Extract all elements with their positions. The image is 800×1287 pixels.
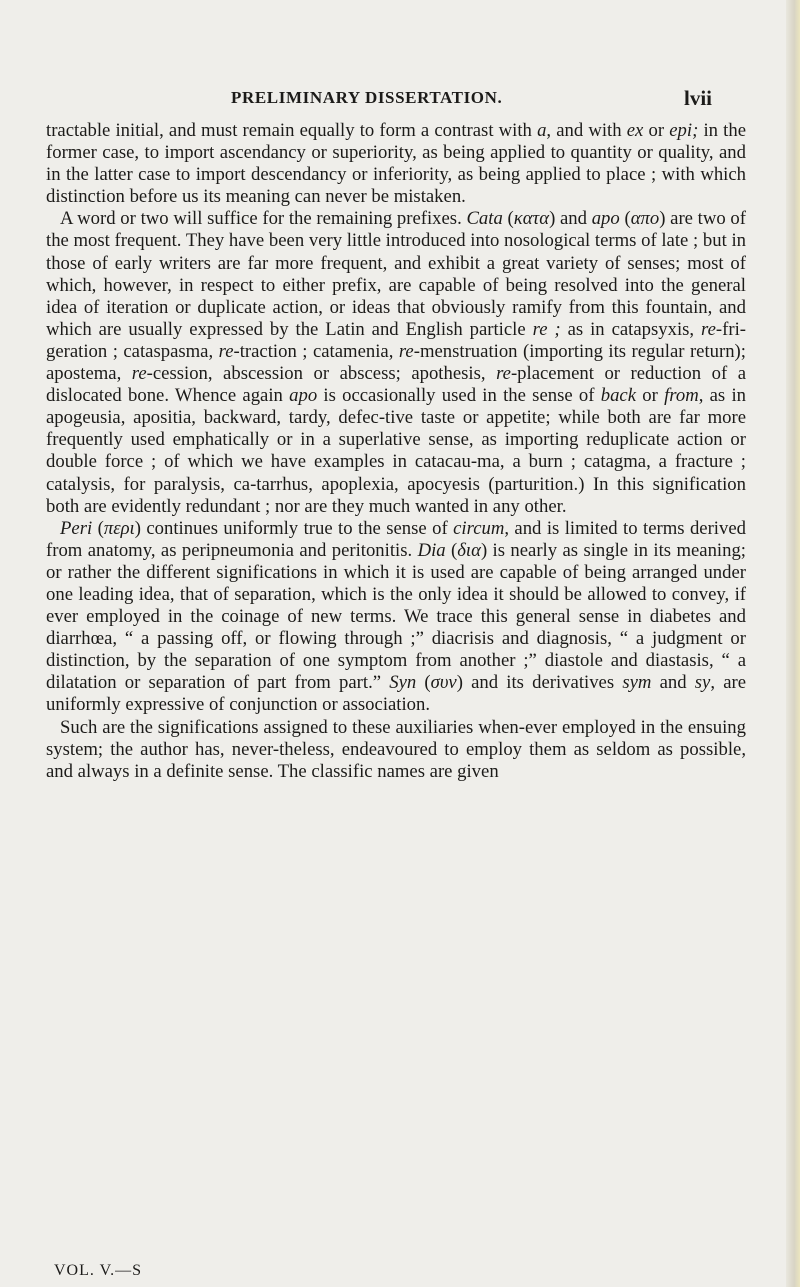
italic-term: re (398, 340, 414, 362)
text-run: ( (502, 208, 514, 230)
text-run: -cession, abscession or abscess; apothesis, (146, 363, 497, 385)
signature-mark: VOL. V.—S (54, 1262, 142, 1279)
italic-term: περι (103, 517, 135, 539)
italic-term: re (218, 340, 234, 362)
italic-term: απο (630, 208, 660, 230)
text-run: -fri-geration ; cataspasma, (46, 318, 746, 362)
italic-term: re (131, 363, 147, 385)
paragraph (46, 717, 746, 783)
italic-term: Peri (60, 517, 93, 539)
italic-term: sy (694, 672, 711, 694)
paragraph (46, 208, 746, 517)
italic-term: δια (457, 539, 481, 561)
page-edge-shadow (786, 0, 800, 1287)
page-header (0, 88, 800, 116)
italic-term: Dia (417, 539, 446, 561)
italic-term: re (496, 363, 511, 385)
text-run: in the former case, to import ascendancy or superiority, as being applied to quantity or quality, and in the latter case to import descendancy or inferiority, as being applied to place ; with which distinction before us its meaning can never be mistaken. (46, 120, 746, 208)
italic-term: from (664, 385, 699, 407)
text-run: ( (92, 517, 104, 539)
text-run: -placement or reduction of a dislocated bone. Whence again (46, 363, 746, 407)
italic-term: συν (430, 672, 457, 694)
italic-term: Syn (389, 672, 417, 694)
text-run: ) and (549, 208, 592, 230)
italic-term: ex (626, 120, 644, 141)
italic-term: apo (289, 385, 318, 407)
text-run: ( (416, 672, 431, 694)
italic-term: circum (453, 517, 505, 539)
text-run: or (636, 385, 665, 407)
paragraph (46, 120, 746, 208)
italic-term: sym (622, 672, 652, 694)
italic-term: apo (591, 208, 620, 230)
text-run: ( (445, 539, 458, 561)
text-run: -traction ; catamenia, (233, 340, 399, 362)
text-run: -menstruation (importing its regular return); apostema, (46, 340, 746, 385)
italic-term: epi; (669, 120, 699, 141)
text-run: , and is limited to terms derived from anatomy, as peripneumonia and peritonitis. (46, 517, 746, 561)
body-text (46, 120, 746, 783)
text-run: is occasionally used in the sense of (317, 385, 601, 407)
running-head: PRELIMINARY DISSERTATION. (231, 88, 503, 107)
italic-term: Cata (466, 208, 503, 230)
text-run: A word or two will suffice for the remaining prefixes. (60, 208, 467, 230)
text-run: as in catapsyxis, (560, 318, 702, 340)
text-run: and (651, 672, 695, 694)
text-run: ) is nearly as single in its meaning; or rather the different significations in which it is used are capable of being arranged under one leading idea, that of separation, which is the only idea it should be allowed to convey, if ever employed in the coinage of new terms. We trace this general sense in diabetes and diarrhœa, “ a passing off, or flowing through ;” diacrisis and diagnosis, “ a judgment or distinction, by the separation of one symptom from another ;” diastole and diastasis, “ a dilatation or separation of part from part.” (46, 539, 746, 694)
italic-term: κατα (513, 208, 550, 230)
text-run: ( (619, 208, 631, 230)
text-run: ) are two of the most frequent. They have been very little introduced into nosological terms of late ; but in those of early writers are far more frequent, and exhibit a great variety of senses; most of which, however, in respect to either prefix, are capable of being resolved into the general idea of iteration or duplicate action, or ideas that obviously ramify from this fountain, and which are usually expressed by the Latin and English particle (46, 208, 746, 340)
text-run: Such are the significations assigned to these auxiliaries when-ever employed in the ensuing system; the author has, never-theless, endeavoured to employ them as seldom as possible, and always in a definite sense. The classific names are given (46, 716, 746, 782)
italic-term: back (600, 385, 636, 407)
text-run: ) and its derivatives (456, 672, 623, 694)
text-run: , and with (546, 120, 627, 141)
text-run: or (643, 120, 670, 141)
text-run: ) continues uniformly true to the sense of (134, 517, 454, 539)
text-run: , as in apogeusia, apositia, backward, tardy, defec-tive taste or appetite; while both are far more frequently used emphatically or in a superlative sense, as importing reduplicate action or double force ; of which we have examples in catacau-ma, a burn ; catagma, a fracture ; catalysis, for paralysis, ca-tarrhus, apoplexia, apocyesis (parturition.) In this signification both are evidently redundant ; nor are they much wanted in any other. (46, 385, 746, 517)
italic-term: re ; (532, 318, 561, 340)
italic-term: a (537, 120, 547, 141)
page-number: lvii (684, 86, 713, 110)
text-run: , are uniformly expressive of conjunction or association. (46, 672, 746, 716)
italic-term: re (701, 318, 716, 340)
paragraph (46, 518, 746, 717)
text-run: tractable initial, and must remain equally to form a contrast with (46, 120, 538, 141)
